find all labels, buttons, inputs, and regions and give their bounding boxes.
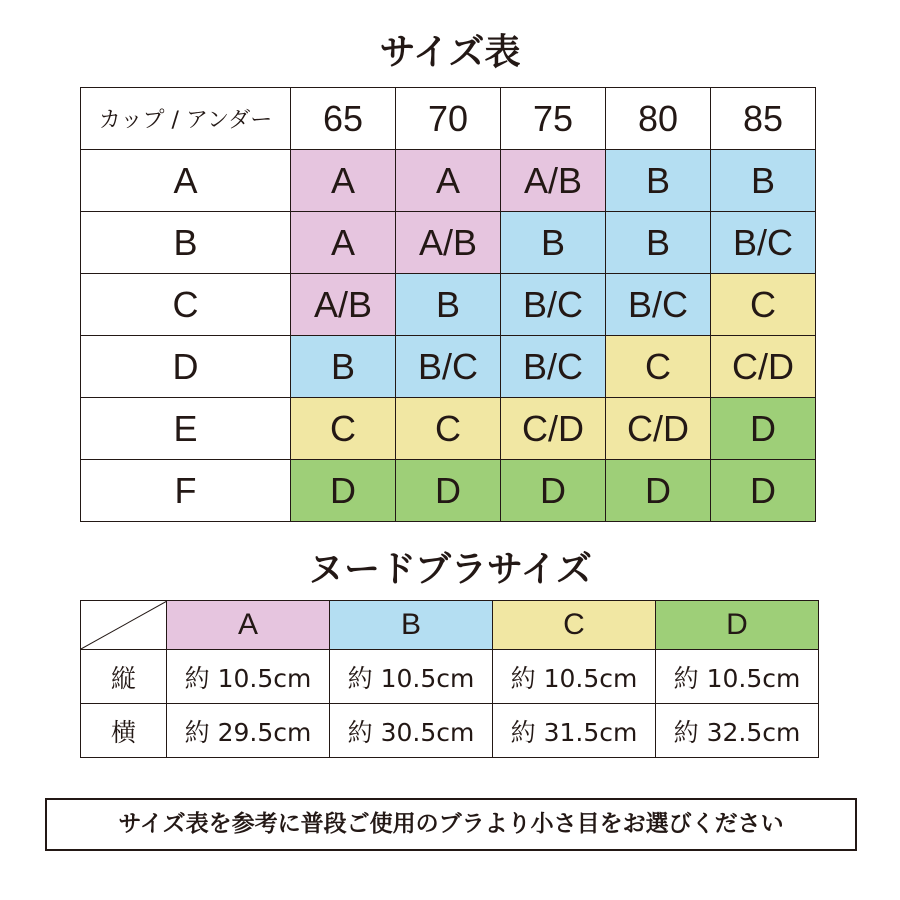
nude-bra-size-cell: B (606, 212, 711, 274)
nude-bra-size-cell: B (501, 212, 606, 274)
nude-bra-size-cell: B (606, 150, 711, 212)
nude-bra-size-cell: D (711, 398, 816, 460)
nude-bra-size-cell: B (711, 150, 816, 212)
diagonal-line-icon (81, 601, 167, 649)
size-chart-row (81, 460, 816, 522)
nude-bra-size-cell: D (396, 460, 501, 522)
nude-bra-size-table (80, 600, 819, 758)
nude-bra-header-row (81, 601, 819, 650)
underbust-header: 75 (501, 88, 606, 150)
nude-bra-size-cell: D (291, 460, 396, 522)
underbust-header: 85 (711, 88, 816, 150)
nude-bra-size-cell: C/D (711, 336, 816, 398)
cup-underbust-header: カップ / アンダー (81, 88, 291, 150)
nude-bra-size-cell: A (291, 150, 396, 212)
width-value: 約 29.5cm (167, 704, 330, 758)
size-chart-row (81, 150, 816, 212)
nude-bra-size-cell: A/B (291, 274, 396, 336)
size-chart-title: サイズ表 (379, 32, 521, 73)
height-value: 約 10.5cm (167, 650, 330, 704)
underbust-header: 70 (396, 88, 501, 150)
size-advice-note: サイズ表を参考に普段ご使用のブラより小さ目をお選びください (45, 798, 857, 851)
height-value: 約 10.5cm (493, 650, 656, 704)
cup-label: A (81, 150, 291, 212)
nude-bra-size-cell: B/C (501, 336, 606, 398)
nude-bra-size-cell: B/C (711, 212, 816, 274)
underbust-header: 65 (291, 88, 396, 150)
cup-label: E (81, 398, 291, 460)
size-chart-table (80, 87, 816, 522)
height-row (81, 650, 819, 704)
nude-bra-size-cell: B/C (606, 274, 711, 336)
width-value: 約 32.5cm (656, 704, 819, 758)
nude-bra-size-cell: C (606, 336, 711, 398)
size-chart-row (81, 336, 816, 398)
size-chart-row (81, 398, 816, 460)
width-row-label: 横 (81, 704, 167, 758)
nude-size-header: C (493, 601, 656, 650)
nude-bra-size-cell: B/C (396, 336, 501, 398)
nude-bra-size-cell: D (501, 460, 606, 522)
nude-bra-size-cell: C (291, 398, 396, 460)
nude-bra-size-cell: A (396, 150, 501, 212)
nude-bra-size-cell: D (606, 460, 711, 522)
underbust-header: 80 (606, 88, 711, 150)
width-value: 約 30.5cm (330, 704, 493, 758)
nude-bra-size-cell: C (711, 274, 816, 336)
height-row-label: 縦 (81, 650, 167, 704)
nude-bra-size-cell: C/D (606, 398, 711, 460)
nude-bra-size-title: ヌードブラサイズ (307, 549, 593, 590)
nude-bra-size-cell: A/B (501, 150, 606, 212)
nude-bra-size-cell: A/B (396, 212, 501, 274)
width-row (81, 704, 819, 758)
height-value: 約 10.5cm (656, 650, 819, 704)
nude-size-header: B (330, 601, 493, 650)
cup-label: D (81, 336, 291, 398)
nude-size-header: A (167, 601, 330, 650)
nude-bra-size-cell: B/C (501, 274, 606, 336)
nude-bra-size-cell: B (291, 336, 396, 398)
cup-label: C (81, 274, 291, 336)
diagonal-corner-cell (81, 601, 167, 650)
size-chart-row (81, 274, 816, 336)
size-chart-header-row (81, 88, 816, 150)
nude-bra-size-cell: C/D (501, 398, 606, 460)
cup-label: F (81, 460, 291, 522)
size-chart-row (81, 212, 816, 274)
height-value: 約 10.5cm (330, 650, 493, 704)
nude-bra-size-cell: A (291, 212, 396, 274)
cup-label: B (81, 212, 291, 274)
nude-size-header: D (656, 601, 819, 650)
nude-bra-size-cell: D (711, 460, 816, 522)
nude-bra-size-cell: B (396, 274, 501, 336)
width-value: 約 31.5cm (493, 704, 656, 758)
nude-bra-size-cell: C (396, 398, 501, 460)
